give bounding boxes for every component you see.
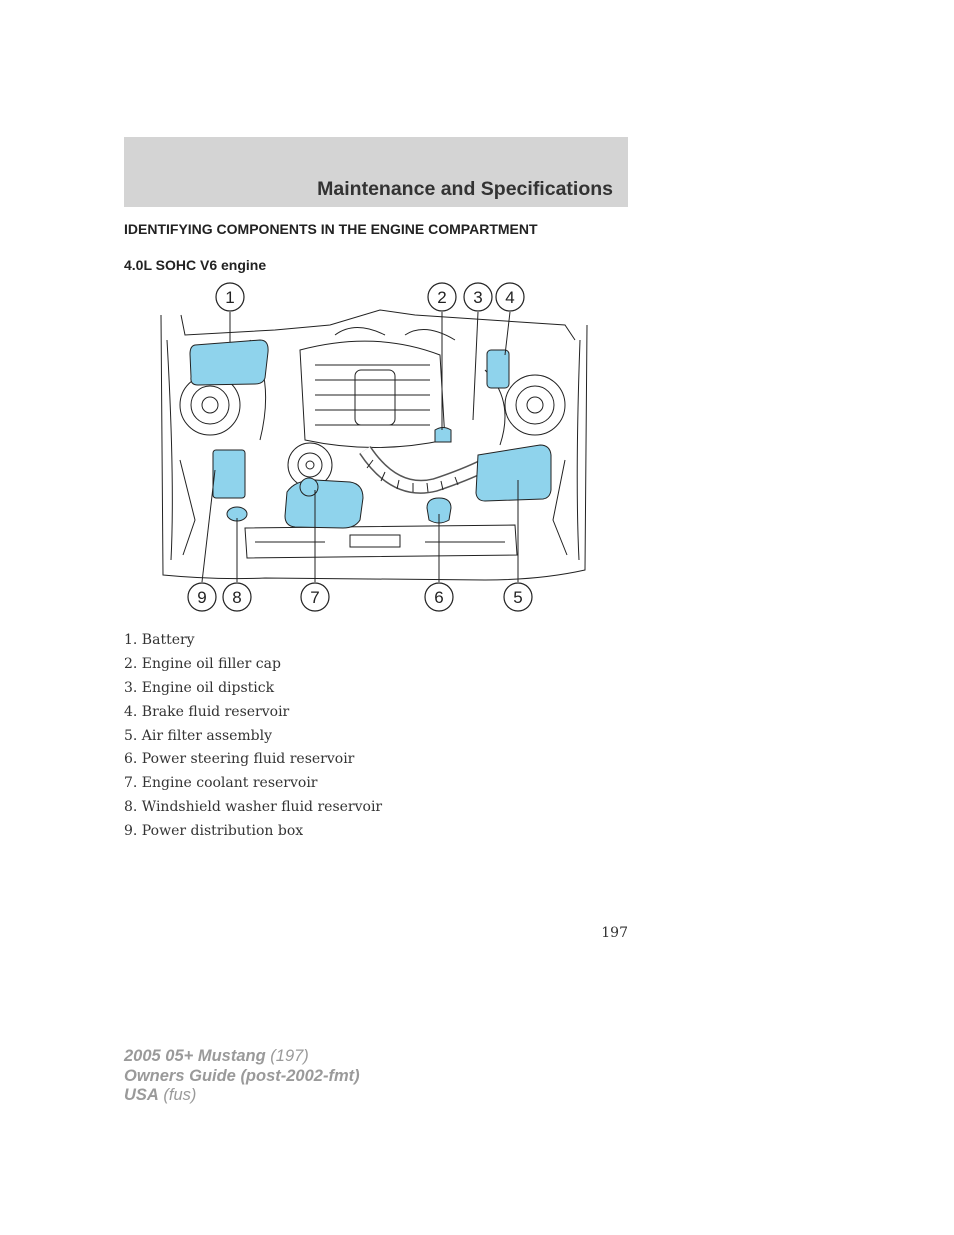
- battery-shape: [190, 340, 268, 385]
- footer-line-1: [124, 1047, 360, 1067]
- callout-5: 5: [513, 588, 523, 607]
- legend-item: 4. Brake fluid reservoir: [124, 703, 290, 720]
- cowl-outline: [181, 310, 575, 340]
- footer-page-ref: (197): [265, 1047, 309, 1065]
- air-filter-shape: [476, 445, 551, 501]
- section-heading: IDENTIFYING COMPONENTS IN THE ENGINE COMPARTMENT: [124, 221, 538, 237]
- oil-cap-shape: [435, 428, 451, 443]
- legend-item: 8. Windshield washer fluid reservoir: [124, 799, 383, 816]
- engine-diagram-svg: [155, 280, 595, 615]
- footer-line-3: [124, 1086, 360, 1106]
- document-footer: [124, 1047, 360, 1106]
- coolant-reservoir-shape: [285, 480, 363, 528]
- callout-8: 8: [232, 588, 242, 607]
- page-number: 197: [601, 925, 628, 941]
- footer-model: 2005 05+ Mustang: [124, 1047, 266, 1065]
- footer-market-code: (fus): [158, 1086, 197, 1104]
- footer-line-2: [124, 1067, 360, 1087]
- footer-guide: Owners Guide (post-2002-fmt): [124, 1066, 360, 1085]
- header-band: [124, 137, 628, 207]
- footer-market: USA: [124, 1086, 159, 1104]
- legend-item: 2. Engine oil filler cap: [124, 655, 281, 672]
- engine-subheading: 4.0L SOHC V6 engine: [124, 257, 267, 273]
- brake-reservoir-shape: [487, 350, 509, 388]
- legend-item: 5. Air filter assembly: [124, 727, 273, 744]
- callout-6: 6: [434, 588, 444, 607]
- right-strut-tower: [505, 375, 565, 435]
- page-title: Maintenance and Specifications: [317, 178, 613, 200]
- legend-item: 6. Power steering fluid reservoir: [124, 751, 355, 768]
- callout-4: 4: [505, 288, 515, 307]
- callout-1: 1: [225, 288, 235, 307]
- power-distribution-box-shape: [213, 450, 245, 498]
- engine-compartment-diagram: [155, 280, 595, 615]
- callout-7: 7: [310, 588, 320, 607]
- legend-item: 7. Engine coolant reservoir: [124, 775, 318, 792]
- legend-item: 9. Power distribution box: [124, 823, 304, 840]
- callout-2: 2: [437, 288, 447, 307]
- callout-9: 9: [197, 588, 207, 607]
- component-legend: [124, 631, 382, 846]
- legend-item: 3. Engine oil dipstick: [124, 679, 275, 696]
- intake-manifold: [300, 341, 445, 447]
- callout-3: 3: [473, 288, 483, 307]
- legend-item: 1. Battery: [124, 632, 195, 648]
